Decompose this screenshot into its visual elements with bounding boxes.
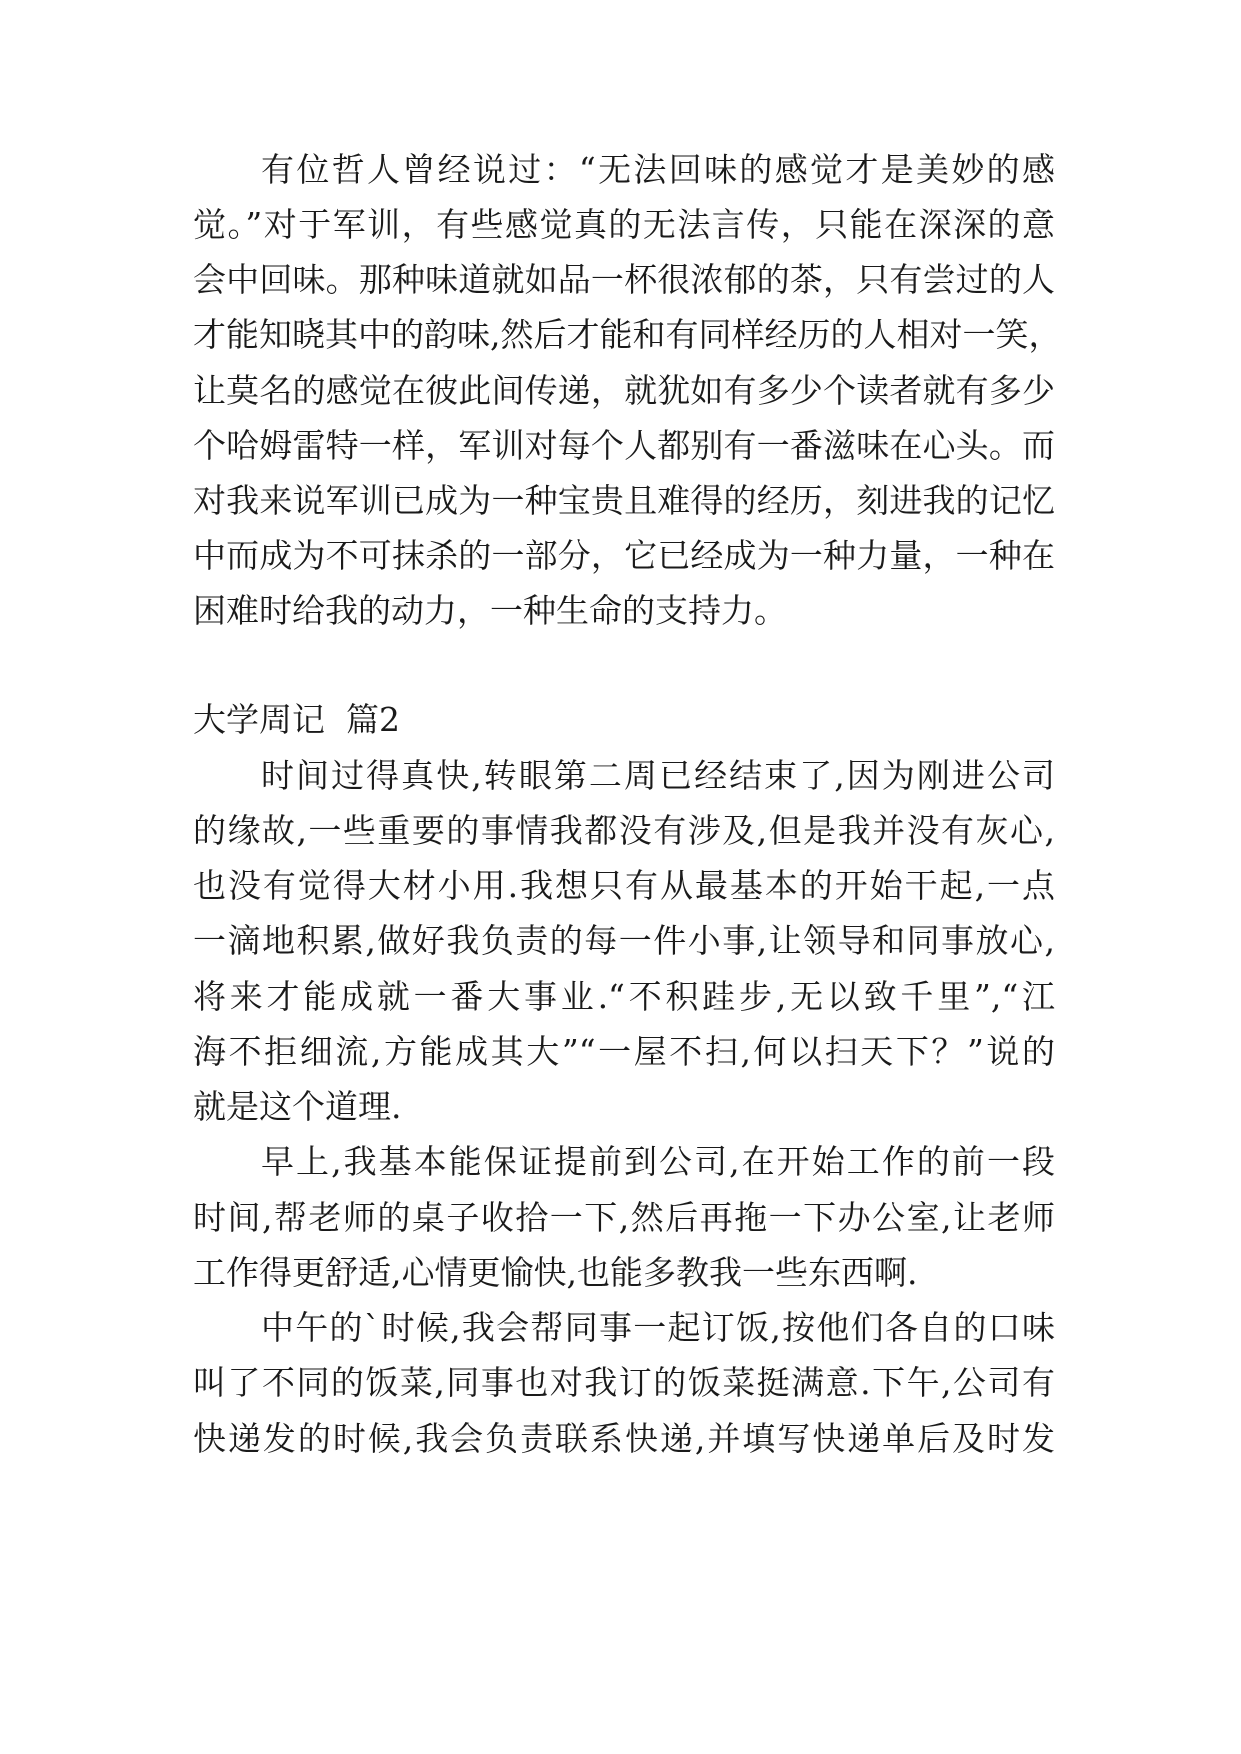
paragraph-2-line-5: 将来才能成就一番大事业.“不积跬步,无以致千里”,“江	[193, 977, 1055, 1016]
paragraph-1-line-7: 对我来说军训已成为一种宝贵且难得的经历，刻进我的记忆	[193, 481, 1055, 520]
paragraph-1-line-1: 有位哲人曾经说过：“无法回味的感觉才是美妙的感	[261, 150, 1055, 189]
paragraph-4-line-2: 叫了不同的饭菜,同事也对我订的饭菜挺满意.下午,公司有	[193, 1363, 1055, 1402]
paragraph-1-line-9: 困难时给我的动力，一种生命的支持力。	[193, 591, 787, 630]
paragraph-2-line-2: 的缘故,一些重要的事情我都没有涉及,但是我并没有灰心,	[193, 811, 1055, 850]
paragraph-1-line-2: 觉。”对于军训，有些感觉真的无法言传，只能在深深的意	[193, 205, 1055, 244]
paragraph-3-line-2: 时间,帮老师的桌子收拾一下,然后再拖一下办公室,让老师	[193, 1198, 1055, 1237]
paragraph-4-line-3: 快递发的时候,我会负责联系快递,并填写快递单后及时发	[193, 1419, 1055, 1458]
paragraph-3-line-1: 早上,我基本能保证提前到公司,在开始工作的前一段	[261, 1142, 1055, 1181]
paragraph-4-line-1: 中午的`时候,我会帮同事一起订饭,按他们各自的口味	[261, 1308, 1055, 1347]
paragraph-2-line-1: 时间过得真快,转眼第二周已经结束了,因为刚进公司	[261, 756, 1055, 795]
paragraph-3-line-3: 工作得更舒适,心情更愉快,也能多教我一些东西啊.	[193, 1253, 918, 1292]
paragraph-1-line-3: 会中回味。那种味道就如品一杯很浓郁的茶，只有尝过的人	[193, 260, 1055, 299]
paragraph-1-line-4: 才能知晓其中的韵味,然后才能和有同样经历的人相对一笑，	[193, 315, 1062, 354]
section-heading: 大学周记 篇2	[193, 700, 400, 739]
paragraph-1-line-5: 让莫名的感觉在彼此间传递，就犹如有多少个读者就有多少	[193, 371, 1055, 410]
paragraph-2-line-7: 就是这个道理.	[193, 1087, 402, 1126]
paragraph-2-line-4: 一滴地积累,做好我负责的每一件小事,让领导和同事放心,	[193, 921, 1055, 960]
paragraph-2-line-6: 海不拒细流,方能成其大”“一屋不扫,何以扫天下？”说的	[193, 1032, 1055, 1071]
paragraph-1-line-8: 中而成为不可抹杀的一部分，它已经成为一种力量，一种在	[193, 536, 1055, 575]
paragraph-1-line-6: 个哈姆雷特一样，军训对每个人都别有一番滋味在心头。而	[193, 426, 1055, 465]
paragraph-2-line-3: 也没有觉得大材小用.我想只有从最基本的开始干起,一点	[193, 866, 1055, 905]
